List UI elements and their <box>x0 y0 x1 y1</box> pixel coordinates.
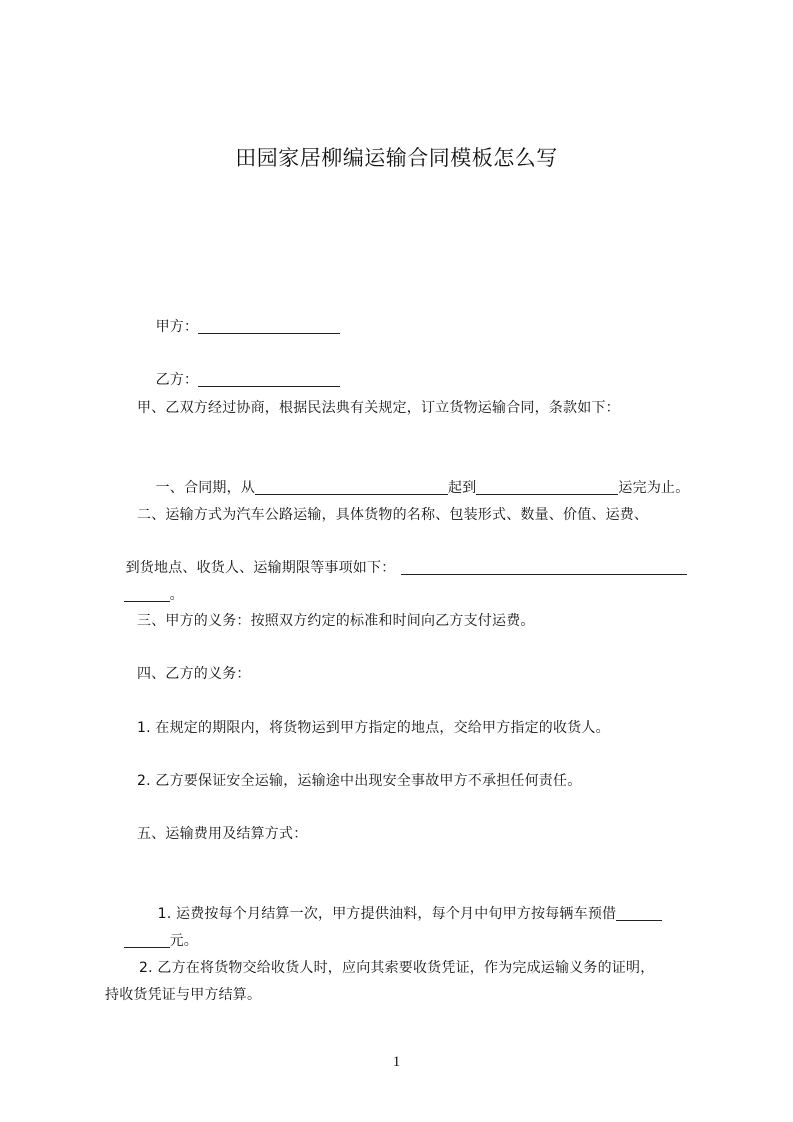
contract-start-date-blank[interactable] <box>255 478 448 495</box>
clause-4-item-1: 1. 在规定的期限内，将货物运到甲方指定的地点，交给甲方指定的收货人。 <box>137 720 610 736</box>
clause-2-line-2-text: 到货地点、收货人、运输期限等事项如下： <box>125 560 396 576</box>
clause-1-suffix: 运完为止。 <box>618 480 690 496</box>
party-b-label: 乙方： <box>155 372 199 388</box>
contract-end-date-blank[interactable] <box>476 478 618 495</box>
clause-3: 三、甲方的义务：按照双方约定的标准和时间向乙方支付运费。 <box>137 613 535 629</box>
clause-4-item-2: 2. 乙方要保证安全运输，运输途中出现安全事故甲方不承担任何责任。 <box>137 773 582 789</box>
party-a-label: 甲方： <box>155 319 199 335</box>
goods-details-blank-continued[interactable] <box>124 585 170 602</box>
party-a-blank[interactable] <box>198 317 340 334</box>
clause-5-item-1-text: 1. 运费按每个月结算一次，甲方提供油料，每个月中旬甲方按每辆车预借 <box>157 906 617 922</box>
intro-paragraph: 甲、乙双方经过协商，根据民法典有关规定，订立货物运输合同，条款如下： <box>137 400 620 416</box>
clause-5-heading: 五、运输费用及结算方式： <box>137 826 308 842</box>
clause-1-middle: 起到 <box>448 480 477 496</box>
clause-5-item-2-line-2: 持收货凭证与甲方结算。 <box>105 987 262 1003</box>
clause-1-prefix: 一、合同期，从 <box>155 480 256 496</box>
clause-4-heading: 四、乙方的义务： <box>137 666 251 682</box>
clause-5-item-2-line-1: 2. 乙方在将货物交给收货人时，应向其索要收货凭证，作为完成运输义务的证明， <box>139 960 655 976</box>
page-number: 1 <box>392 1054 401 1070</box>
document-title: 田园家居柳编运输合同模板怎么写 <box>235 146 558 170</box>
clause-5-item-1-suffix: 元。 <box>169 933 199 949</box>
clause-2-line-3-suffix: 。 <box>169 587 184 603</box>
clause-2-line-1: 二、运输方式为汽车公路运输，具体货物的名称、包装形式、数量、价值、运费、 <box>137 507 649 523</box>
advance-amount-blank-continued[interactable] <box>124 931 170 948</box>
party-b-blank[interactable] <box>198 370 340 387</box>
